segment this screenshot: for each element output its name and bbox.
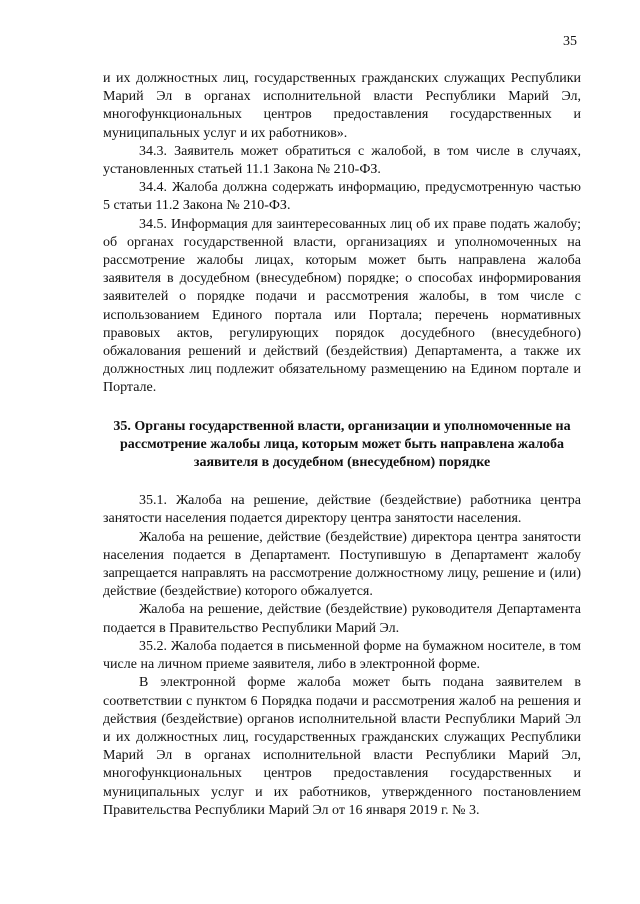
paragraph-34-5: 34.5. Информация для заинтересованных лиц об их праве подать жалобу; об органах государственной власти, организациях и уполномоченных на рассмотрение жалобы лицах, которым может быть направлена жалоба заявителя в досудебном (внесудебном) порядке; о способах информирования заявителей о порядке подачи и рассмотрения жалобы, в том числе с использованием Единого портала или Портала; перечень нормативных правовых актов, регулирующих порядок досудебного (внесудебного) обжалования решений и действий (бездействия) Департамента, а также их должностных лиц подлежит обязательному размещению на Едином портале и Портале. <box>103 216 581 396</box>
paragraph-continuation: и их должностных лиц, государственных гражданских служащих Республики Марий Эл в органах исполнительной власти Республики Марий Эл, многофункциональных центров предоставления государственных и муниципальных услуг и их работников». <box>103 71 581 141</box>
page-number: 35 <box>563 34 577 49</box>
document-body <box>103 70 581 820</box>
section-heading-35: 35. Органы государственной власти, организации и уполномоченные на рассмотрение жалобы лица, которым может быть направлена жалоба заявителя в досудебном (внесудебном) порядке <box>113 418 571 471</box>
paragraph-34-3: 34.3. Заявитель может обратиться с жалобой, в том числе в случаях, установленных статьей 11.1 Закона № 210-ФЗ. <box>103 143 581 178</box>
paragraph-35-1-head: Жалоба на решение, действие (бездействие) руководителя Департамента подается в Правительство Республики Марий Эл. <box>103 602 581 636</box>
paragraph-34-4: 34.4. Жалоба должна содержать информацию, предусмотренную частью 5 статьи 11.2 Закона № 210-ФЗ. <box>103 180 581 214</box>
paragraph-35-2-electronic: В электронной форме жалоба может быть подана заявителем в соответствии с пунктом 6 Порядка подачи и рассмотрения жалоб на решения и действия (бездействие) органов исполнительной власти Республики Марий Эл и их должностных лиц, государственных гражданских служащих Республики Марий Эл в органах исполнительной власти Республики Марий Эл, многофункциональных центров предоставления государственных и муниципальных услуг и их работников, утвержденного постановлением Правительства Республики Марий Эл от 16 января 2019 г. № 3. <box>103 675 581 818</box>
spacer <box>103 472 581 492</box>
paragraph-35-1-director: Жалоба на решение, действие (бездействие) директора центра занятости населения подается в Департамент. Поступившую в Департамент жалобу запрещается направлять на рассмотрение должностному лицу, решение и (или) действие (бездействие) которого обжалуется. <box>103 529 581 600</box>
paragraph-35-1: 35.1. Жалоба на решение, действие (бездействие) работника центра занятости населения подается директору центра занятости населения. <box>103 493 581 527</box>
paragraph-35-2: 35.2. Жалоба подается в письменной форме на бумажном носителе, в том числе на личном приеме заявителя, либо в электронной форме. <box>103 638 581 673</box>
spacer <box>103 398 581 418</box>
